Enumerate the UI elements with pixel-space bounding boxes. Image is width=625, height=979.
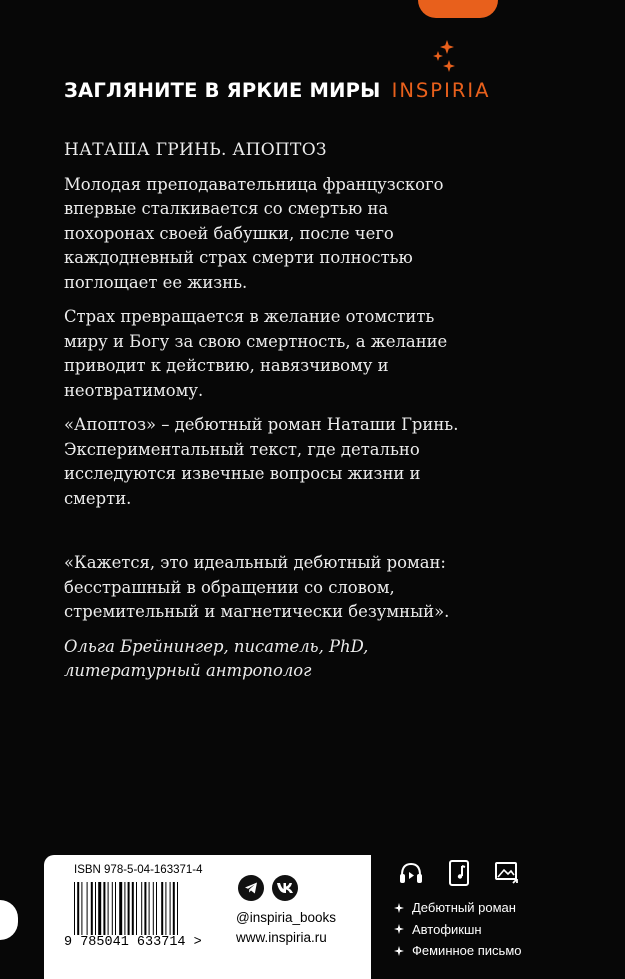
genre-label: Дебютный роман [412, 900, 516, 915]
sparkles-icon [432, 40, 462, 74]
format-icons [396, 858, 522, 888]
vk-icon[interactable] [272, 875, 298, 901]
print-icon [492, 858, 522, 888]
paragraph-3: «Апоптоз» – дебютный роман Наташи Гринь. Экспериментальный текст, где детально исследуются извечные вопросы жизни и смерти. [64, 415, 459, 508]
barcode-panel [44, 855, 371, 979]
genre-list [394, 897, 521, 962]
isbn-text: ISBN 978-5-04-163371-4 [74, 864, 203, 876]
genre-item [394, 919, 521, 941]
star-icon [394, 946, 404, 956]
genre-label: Феминное письмо [412, 943, 522, 958]
paragraph-2: Страх превращается в желание отомстить миру и Богу за свою смертность, а желание приводит к действию, навязчивому и неотвратимому. [64, 307, 448, 400]
contacts [236, 908, 336, 948]
ebook-icon [444, 858, 474, 888]
book-title: НАТАША ГРИНЬ. АПОПТОЗ [64, 140, 327, 160]
banner-text: ЗАГЛЯНИТЕ В ЯРКИЕ МИРЫ [64, 79, 381, 102]
audiobook-icon [396, 858, 426, 888]
genre-label: Автофикшн [412, 921, 482, 937]
barcode-digits: 9 785041 633714 > [64, 935, 202, 950]
telegram-icon[interactable] [238, 875, 264, 901]
genre-item [394, 897, 521, 919]
star-icon [394, 924, 404, 934]
series-banner [64, 79, 490, 102]
star-icon [394, 903, 404, 913]
social-handle[interactable]: @inspiria_books [236, 910, 337, 925]
review-quote: «Кажется, это идеальный дебютный роман: бесстрашный в обращении со словом, стремительный и магнетически безумный». [64, 553, 450, 621]
paragraph-1: Молодая преподавательница французского впервые сталкивается со смертью на похоронах своей бабушки, после чего каждодневный страх смерти полностью поглощает ее жизнь. [64, 174, 444, 292]
left-notch [0, 900, 18, 940]
top-orange-tab [418, 0, 498, 18]
quote-attribution: Ольга Брейнингер, писатель, PhD, литературный антрополог [64, 636, 369, 680]
book-description [64, 138, 464, 694]
genre-item [394, 940, 521, 962]
brand-logo: INSPIRIA [391, 79, 491, 102]
website-link[interactable]: www.inspiria.ru [236, 930, 327, 945]
social-links [238, 875, 298, 901]
